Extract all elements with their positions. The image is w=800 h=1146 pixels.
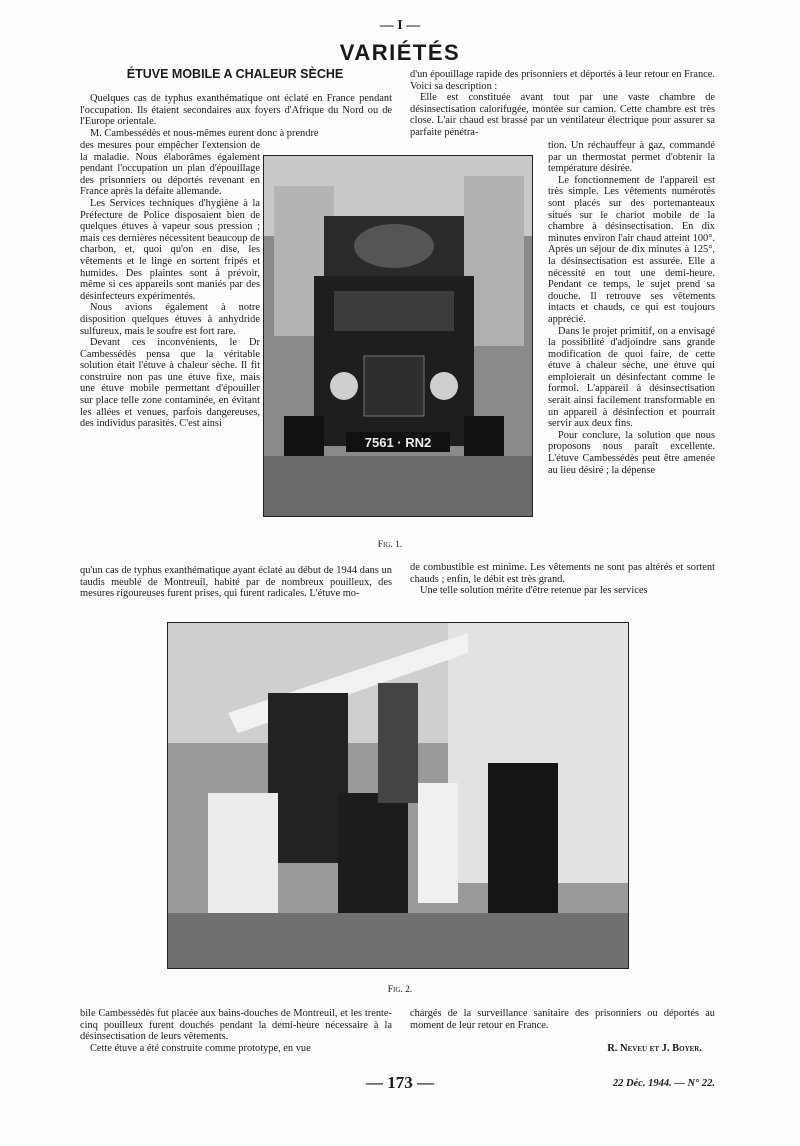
right-column-bottom [410, 562, 715, 597]
paragraph: Nous avions également à notre disposition quelques étuves à anhydride sulfureux, mais le soufre est fort rare. [80, 302, 260, 337]
paragraph: Quelques cas de typhus exanthématique ont éclaté en France pendant l'occupation. Ils étaient secondaires aux foyers d'Afrique du Nord ou de l'Europe orientale. [80, 93, 392, 128]
paragraph: Les Services techniques d'hygiène à la Préfecture de Police disposaient bien de quelques étuves à vapeur sous pression ; mais ces dernières nécessitent beaucoup de charbon, et, quoi qu'on en dise, les vêtements et le linge en sortent fripés et humides. Des plaintes sont à prévoir, même si ces appareils sont maniés par des désinfecteurs expérimentés. [80, 197, 260, 302]
article-title: ÉTUVE MOBILE A CHALEUR SÈCHE [126, 67, 344, 81]
paragraph: chargés de la surveillance sanitaire des prisonniers ou déportés au moment de leur retour en France. [410, 1008, 715, 1031]
paragraph: M. Cambessédès et nous-mêmes eurent donc à prendre [90, 127, 319, 139]
paragraph: tion. Un réchauffeur à gaz, commandé par un thermostat permet d'obtenir la température désirée. [548, 140, 715, 175]
left-column-bottom [80, 565, 392, 600]
left-column-end [80, 1008, 392, 1054]
author-signature: R. Neveu et J. Boyer. [607, 1043, 702, 1054]
page-mark: — I — [379, 18, 421, 33]
license-plate-text: 7561 · RN2 [364, 435, 432, 450]
paragraph: d'un épouillage rapide des prisonniers et déportés à leur retour en France. Voici sa description : [410, 69, 715, 92]
paragraph: Pour conclure, la solution que nous proposons nous paraît excellente. L'étuve Cambessédès peut être amenée au lieu désiré ; la dépense [548, 429, 715, 476]
left-column-intro [80, 93, 392, 139]
paragraph: Une telle solution mérite d'être retenue par les services [420, 585, 648, 597]
section-title: VARIÉTÉS [339, 40, 461, 65]
paragraph: des mesures pour empêcher l'extension de la maladie. Nous élaborâmes également pendant l'occupation un plan d'épouillage des prisonniers ou déportés revenant en France après la défaite allemande. [80, 140, 260, 198]
paragraph: de combustible est minime. Les vêtements ne sont pas altérés et sortent chauds ; enfin, le débit est très grand. [410, 562, 715, 585]
paragraph: Elle est constituée avant tout par une vaste chambre de désinsectisation calorifugée, montée sur camion. Cette chambre est très close. L'air chaud est brassé par un ventilateur électrique pour assurer sa parfaite pénétra- [410, 92, 715, 138]
paragraph: qu'un cas de typhus exanthématique ayant éclaté au début de 1944 dans un taudis meublé de Montreuil, habité par de nombreux pouilleux, des mesures rigoureuses furent prises, qui furent radicales. L'étuve mo- [80, 565, 392, 600]
paragraph: Devant ces inconvénients, le Dr Cambessédès pensa que la véritable solution était l'étuve à chaleur sèche. Il fit construire non pas une étuve fixe, mais une étuve mobile permettant d'épouiller sur place telle zone contaminée, en évitant les allées et venues, parfois dangereuses, des individus parasités. C'est ainsi [80, 337, 260, 430]
right-column-narrow [548, 140, 715, 476]
right-column-intro [410, 69, 715, 139]
paragraph: Cette étuve a été construite comme prototype, en vue [90, 1042, 311, 1054]
left-column-narrow [80, 140, 260, 430]
paragraph: Dans le projet primitif, on a envisagé la possibilité d'adjoindre sans grande modification de quoi faire, de cette étuve à chaleur sèche, une étuve qui emploierait un désinfectant comme le formol. L'appareil à désinsectisation serait ainsi facilement transformable en un appareil à désinfection et pourrait servir aux deux fins. [548, 325, 715, 430]
right-column-end [410, 1008, 715, 1031]
figure-1-photo [263, 155, 533, 517]
figure-2-photo [167, 622, 629, 969]
issue-date: 22 Déc. 1944. — N° 22. [612, 1078, 715, 1089]
page-number: — 173 — [366, 1073, 434, 1092]
figure-2-caption: Fig. 2. [387, 985, 413, 995]
figure-1-caption: Fig. 1. [377, 540, 403, 550]
paragraph: Le fonctionnement de l'appareil est très simple. Les vêtements numérotés sont placés sur des portemanteaux situés sur le chariot mobile de la chambre à désinsectisation. En dix minutes environ l'air chaud atteint 100°. Après un séjour de dix minutes à 125°, la désinsectisation est assurée. Elle a nécessité en tout une demi-heure. Pendant ce temps, le sujet prend sa douche. Il retrouve ses vêtements intacts et chauds, ce qui est toujours apprécié. [548, 174, 715, 325]
paragraph: bile Cambessédès fut placée aux bains-douches de Montreuil, et les trente-cinq pouilleux furent douchés pendant la demi-heure nécessaire à la désinsectisation de leurs vêtements. [80, 1008, 392, 1043]
